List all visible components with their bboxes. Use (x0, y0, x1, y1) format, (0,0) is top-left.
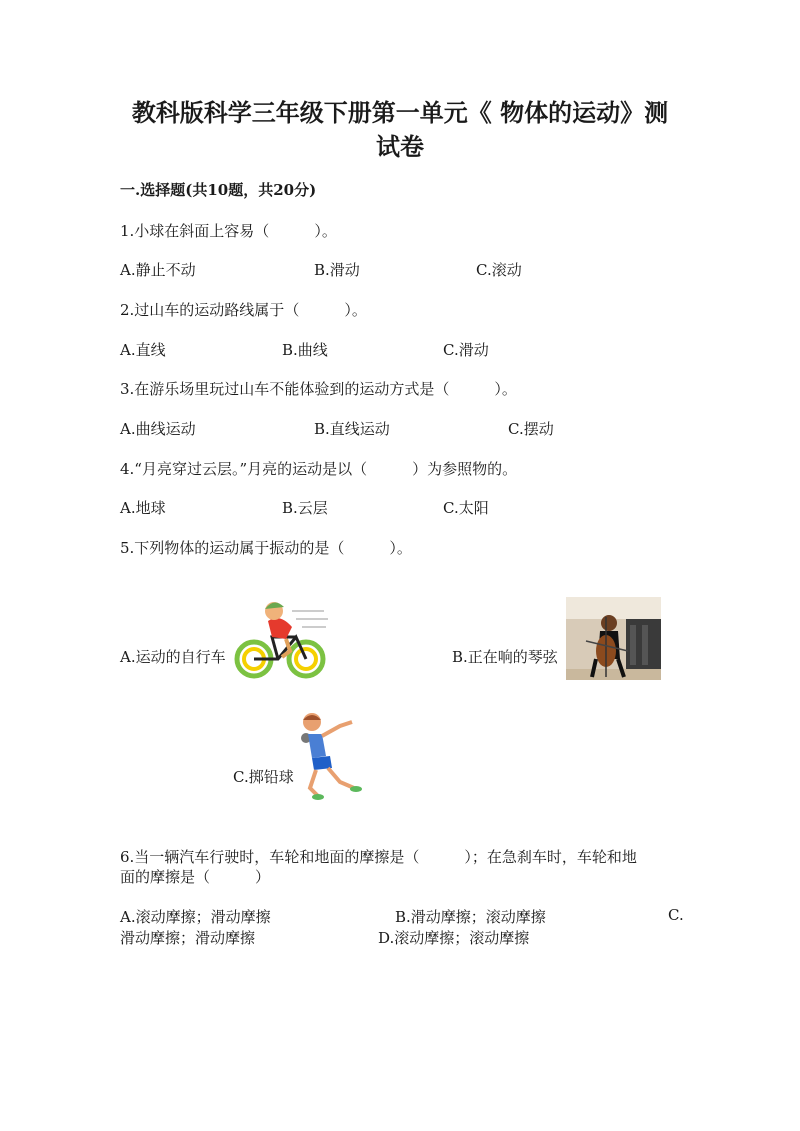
question-6-option-d[interactable]: D.滚动摩擦；滚动摩擦 (378, 929, 530, 947)
question-3-option-c[interactable]: C.摆动 (508, 420, 554, 438)
question-3-option-a[interactable]: A.曲线运动 (120, 420, 196, 438)
question-3-stem: 3.在游乐场里玩过山车不能体验到的运动方式是（ ）。 (120, 380, 517, 398)
title-line-2: 试卷 (376, 132, 424, 161)
question-4-stem: 4.“月亮穿过云层。”月亮的运动是以（ ）为参照物的。 (120, 460, 518, 478)
question-2-option-c[interactable]: C.滑动 (443, 341, 489, 359)
question-6-option-a[interactable]: A.滚动摩擦；滑动摩擦 (120, 908, 271, 926)
question-5-stem: 5.下列物体的运动属于振动的是（ ）。 (120, 539, 412, 557)
title-line-1: 教科版科学三年级下册第一单元《 物体的运动》测 (131, 98, 669, 127)
cyclist-illustration (232, 597, 330, 683)
page-title (110, 96, 690, 164)
question-4-option-c[interactable]: C.太阳 (443, 499, 489, 517)
shot-put-thrower-illustration (296, 712, 366, 802)
question-2-option-b[interactable]: B.曲线 (282, 341, 328, 359)
question-6-option-c-label[interactable]: C. (668, 906, 684, 924)
question-4-option-a[interactable]: A.地球 (120, 499, 166, 517)
question-6-stem-line-2: 面的摩擦是（ ） (120, 868, 271, 886)
question-4-option-b[interactable]: B.云层 (282, 499, 328, 517)
question-6-stem-line-1: 6.当一辆汽车行驶时，车轮和地面的摩擦是（ ）；在急刹车时，车轮和地 (120, 848, 637, 866)
question-6-option-c-text[interactable]: 滑动摩擦；滑动摩擦 (120, 929, 256, 947)
question-2-option-a[interactable]: A.直线 (120, 341, 166, 359)
question-1-stem: 1.小球在斜面上容易（ ）。 (120, 222, 337, 240)
question-5-option-b[interactable]: B.正在响的琴弦 (452, 648, 558, 666)
question-5-option-c[interactable]: C.掷铅球 (233, 768, 294, 786)
question-2-stem: 2.过山车的运动路线属于（ ）。 (120, 301, 367, 319)
section-heading: 一.选择题(共10题，共20分) (120, 181, 317, 199)
question-1-option-c[interactable]: C.滚动 (476, 261, 522, 279)
cellist-photo (566, 597, 661, 680)
question-1-option-a[interactable]: A.静止不动 (120, 261, 196, 279)
question-5-option-a[interactable]: A.运动的自行车 (120, 648, 226, 666)
question-6-option-b[interactable]: B.滑动摩擦；滚动摩擦 (395, 908, 546, 926)
question-3-option-b[interactable]: B.直线运动 (314, 420, 390, 438)
question-1-option-b[interactable]: B.滑动 (314, 261, 360, 279)
